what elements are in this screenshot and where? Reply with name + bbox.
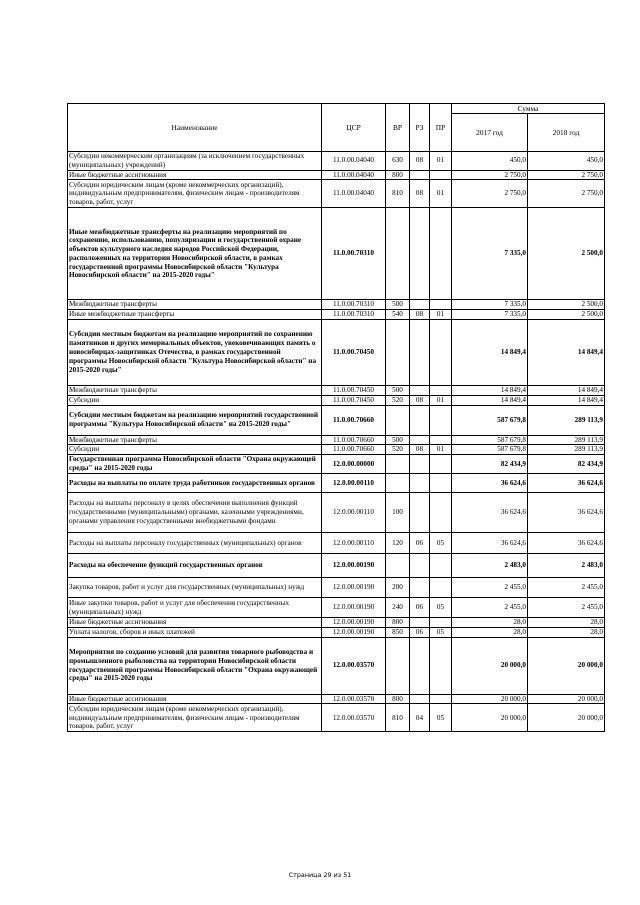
table-row	[68, 694, 605, 704]
cell-y2017: 7 335,0	[452, 310, 528, 320]
cell-y2017: 20 000,0	[452, 704, 528, 732]
table-row	[68, 208, 605, 300]
cell-y2018: 450,0	[528, 152, 605, 171]
table-row	[68, 405, 605, 435]
cell-vr	[386, 319, 410, 385]
header-pr: ПР	[430, 104, 452, 152]
cell-csr: 11.0.00.04040	[322, 152, 386, 171]
header-2017: 2017 год	[452, 114, 528, 152]
header-sum: Сумма	[452, 104, 605, 114]
cell-rz	[410, 208, 430, 300]
cell-y2017: 587 679,8	[452, 405, 528, 435]
cell-y2018: 2 750,0	[528, 180, 605, 208]
cell-vr: 800	[386, 694, 410, 704]
cell-name: Расходы на выплаты персоналу государственных (муниципальных) органов	[68, 533, 322, 554]
cell-pr	[430, 455, 452, 474]
cell-y2017: 20 000,0	[452, 694, 528, 704]
cell-y2017: 36 624,6	[452, 474, 528, 493]
cell-y2017: 36 624,6	[452, 533, 528, 554]
cell-y2017: 2 750,0	[452, 180, 528, 208]
table-row	[68, 152, 605, 171]
cell-y2017: 2 455,0	[452, 598, 528, 618]
cell-y2018: 36 624,6	[528, 474, 605, 493]
table-row	[68, 637, 605, 694]
header-csr: ЦСР	[322, 104, 386, 152]
cell-vr	[386, 637, 410, 694]
cell-y2018: 289 113,9	[528, 405, 605, 435]
table-row	[68, 385, 605, 395]
cell-rz: 08	[410, 445, 430, 455]
cell-csr: 12.0.00.00190	[322, 578, 386, 598]
cell-vr: 810	[386, 180, 410, 208]
cell-csr: 11.0.00.70310	[322, 208, 386, 300]
cell-rz: 08	[410, 152, 430, 171]
table-body	[68, 152, 605, 732]
cell-name: Уплата налогов, сборов и иных платежей	[68, 627, 322, 637]
cell-vr: 500	[386, 435, 410, 445]
cell-pr	[430, 493, 452, 533]
budget-table	[67, 103, 605, 732]
cell-vr: 500	[386, 300, 410, 310]
table-row	[68, 170, 605, 180]
cell-csr: 11.0.00.70450	[322, 319, 386, 385]
cell-rz: 08	[410, 310, 430, 320]
cell-name: Расходы на выплаты персоналу в целях обеспечения выполнения функций государственными (муниципальными) органами, казенными учреждениями, органами управления государственными внебюджетными фондами	[68, 493, 322, 533]
table-row	[68, 704, 605, 732]
table-row	[68, 310, 605, 320]
cell-name: Расходы на обеспечение функций государственных органов	[68, 554, 322, 578]
cell-csr: 11.0.00.70310	[322, 310, 386, 320]
cell-pr	[430, 319, 452, 385]
cell-pr	[430, 578, 452, 598]
cell-pr: 05	[430, 598, 452, 618]
cell-rz: 08	[410, 395, 430, 405]
cell-vr: 810	[386, 704, 410, 732]
cell-y2018: 2 500,0	[528, 208, 605, 300]
cell-name: Межбюджетные трансферты	[68, 435, 322, 445]
cell-name: Субсидии местным бюджетам на реализацию мероприятий государственной программы "Культура Новосибирской области" на 2015-2020 годы"	[68, 405, 322, 435]
cell-y2018: 2 500,0	[528, 300, 605, 310]
cell-y2018: 14 849,4	[528, 319, 605, 385]
table-row	[68, 618, 605, 628]
cell-csr: 12.0.00.00190	[322, 627, 386, 637]
cell-csr: 12.0.00.00000	[322, 455, 386, 474]
cell-name: Государственная программа Новосибирской области "Охрана окружающей среды" на 2015-2020 годы	[68, 455, 322, 474]
table-row	[68, 474, 605, 493]
cell-y2017: 2 455,0	[452, 578, 528, 598]
cell-vr: 520	[386, 395, 410, 405]
cell-pr	[430, 385, 452, 395]
cell-rz	[410, 637, 430, 694]
cell-rz	[410, 578, 430, 598]
cell-csr: 12.0.00.00190	[322, 598, 386, 618]
cell-y2017: 14 849,4	[452, 319, 528, 385]
cell-rz	[410, 170, 430, 180]
cell-csr: 12.0.00.03570	[322, 704, 386, 732]
cell-rz	[410, 319, 430, 385]
cell-name: Субсидии некоммерческим организациям (за исключением государственных (муниципальных) учреждений)	[68, 152, 322, 171]
cell-name: Иные бюджетные ассигнования	[68, 618, 322, 628]
cell-y2017: 7 335,0	[452, 208, 528, 300]
cell-pr	[430, 208, 452, 300]
cell-name: Межбюджетные трансферты	[68, 300, 322, 310]
header-2018: 2018 год	[528, 114, 605, 152]
table-row	[68, 445, 605, 455]
cell-name: Расходы на выплаты по оплате труда работников государственных органов	[68, 474, 322, 493]
cell-vr: 520	[386, 445, 410, 455]
cell-rz	[410, 405, 430, 435]
cell-y2017: 14 849,4	[452, 395, 528, 405]
cell-rz: 06	[410, 627, 430, 637]
cell-pr: 01	[430, 310, 452, 320]
cell-rz	[410, 493, 430, 533]
cell-y2017: 2 483,0	[452, 554, 528, 578]
cell-csr: 12.0.00.00190	[322, 554, 386, 578]
cell-pr	[430, 554, 452, 578]
cell-y2018: 289 113,9	[528, 435, 605, 445]
cell-pr	[430, 300, 452, 310]
cell-csr: 11.0.00.70660	[322, 435, 386, 445]
cell-y2018: 28,0	[528, 618, 605, 628]
cell-y2018: 14 849,4	[528, 395, 605, 405]
cell-y2018: 2 483,0	[528, 554, 605, 578]
cell-vr: 120	[386, 533, 410, 554]
cell-vr	[386, 554, 410, 578]
cell-vr: 100	[386, 493, 410, 533]
cell-vr: 800	[386, 170, 410, 180]
cell-name: Межбюджетные трансферты	[68, 385, 322, 395]
cell-csr: 11.0.00.04040	[322, 170, 386, 180]
cell-vr	[386, 455, 410, 474]
cell-csr: 12.0.00.00110	[322, 493, 386, 533]
cell-pr: 01	[430, 395, 452, 405]
table-row	[68, 435, 605, 445]
table-row	[68, 627, 605, 637]
cell-y2017: 20 000,0	[452, 637, 528, 694]
table-row	[68, 455, 605, 474]
cell-name: Иные бюджетные ассигнования	[68, 170, 322, 180]
cell-pr	[430, 435, 452, 445]
cell-pr: 01	[430, 445, 452, 455]
cell-y2018: 20 000,0	[528, 704, 605, 732]
cell-y2018: 20 000,0	[528, 637, 605, 694]
cell-csr: 12.0.00.00110	[322, 474, 386, 493]
cell-y2018: 14 849,4	[528, 385, 605, 395]
cell-rz: 04	[410, 704, 430, 732]
cell-y2018: 28,0	[528, 627, 605, 637]
cell-rz	[410, 474, 430, 493]
cell-name: Субсидии	[68, 395, 322, 405]
cell-vr	[386, 405, 410, 435]
cell-vr: 630	[386, 152, 410, 171]
cell-csr: 11.0.00.70660	[322, 445, 386, 455]
cell-csr: 12.0.00.00190	[322, 618, 386, 628]
cell-rz: 06	[410, 533, 430, 554]
table-row	[68, 180, 605, 208]
cell-csr: 11.0.00.70450	[322, 385, 386, 395]
cell-csr: 11.0.00.04040	[322, 180, 386, 208]
cell-name: Субсидии юридическим лицам (кроме некоммерческих организаций), индивидуальным предпринимателям, физическим лицам - производителям товаров, работ, услуг	[68, 180, 322, 208]
cell-name: Иные закупки товаров, работ и услуг для обеспечения государственных (муниципальных) нужд	[68, 598, 322, 618]
cell-name: Иные межбюджетные трансферты на реализацию мероприятий по сохранению, использованию, популяризации и государственной охране объектов культурного наследия народов Российской Федерации, расположенных на территории Новосибирской области, в рамках государственной программы Новосибирской области "Культура Новосибирской области" на 2015-2020 годы"	[68, 208, 322, 300]
cell-rz	[410, 455, 430, 474]
cell-y2018: 2 750,0	[528, 170, 605, 180]
cell-vr: 200	[386, 578, 410, 598]
cell-y2017: 28,0	[452, 627, 528, 637]
cell-name: Субсидии местным бюджетам на реализацию мероприятий по сохранению памятников и других мемориальных объектов, увековечивающих память о новосибирцах-защитниках Отечества, в рамках государственной программы Новосибирской области "Культура Новосибирской области" на 2015-2020 годы"	[68, 319, 322, 385]
cell-csr: 11.0.00.70450	[322, 395, 386, 405]
cell-pr	[430, 170, 452, 180]
cell-name: Иные бюджетные ассигнования	[68, 694, 322, 704]
cell-y2017: 2 750,0	[452, 170, 528, 180]
cell-pr	[430, 405, 452, 435]
cell-name: Субсидии юридическим лицам (кроме некоммерческих организаций), индивидуальным предпринимателям, физическим лицам - производителям товаров, работ, услуг	[68, 704, 322, 732]
cell-vr: 540	[386, 310, 410, 320]
cell-pr: 05	[430, 533, 452, 554]
cell-y2018: 36 624,6	[528, 493, 605, 533]
cell-pr	[430, 474, 452, 493]
cell-rz	[410, 618, 430, 628]
table-row	[68, 598, 605, 618]
cell-y2017: 587 679,8	[452, 435, 528, 445]
cell-name: Мероприятия по созданию условий для развития товарного рыбоводства и промышленного рыболовства на территории Новосибирской области государственной программы Новосибирской области "Охрана окружающей среды" на 2015-2020 годы	[68, 637, 322, 694]
page-number: Страница 29 из 51	[288, 871, 352, 879]
cell-name: Иные межбюджетные трансферты	[68, 310, 322, 320]
table-row	[68, 300, 605, 310]
cell-csr: 12.0.00.03570	[322, 637, 386, 694]
cell-pr	[430, 618, 452, 628]
cell-rz	[410, 435, 430, 445]
cell-rz	[410, 554, 430, 578]
cell-vr: 240	[386, 598, 410, 618]
cell-y2017: 28,0	[452, 618, 528, 628]
cell-y2018: 20 000,0	[528, 694, 605, 704]
table-row	[68, 395, 605, 405]
header-name: Наименование	[68, 104, 322, 152]
cell-pr: 01	[430, 180, 452, 208]
header-vr: ВР	[386, 104, 410, 152]
cell-pr: 05	[430, 627, 452, 637]
cell-y2018: 2 455,0	[528, 598, 605, 618]
cell-rz	[410, 385, 430, 395]
table-row	[68, 578, 605, 598]
cell-y2018: 82 434,9	[528, 455, 605, 474]
cell-rz	[410, 694, 430, 704]
cell-csr: 12.0.00.00110	[322, 533, 386, 554]
cell-pr	[430, 694, 452, 704]
cell-vr: 850	[386, 627, 410, 637]
cell-pr: 01	[430, 152, 452, 171]
table-row	[68, 554, 605, 578]
cell-csr: 11.0.00.70310	[322, 300, 386, 310]
cell-csr: 12.0.00.03570	[322, 694, 386, 704]
table-row	[68, 493, 605, 533]
table-row	[68, 319, 605, 385]
cell-y2017: 14 849,4	[452, 385, 528, 395]
cell-pr: 05	[430, 704, 452, 732]
cell-rz: 06	[410, 598, 430, 618]
cell-y2018: 2 455,0	[528, 578, 605, 598]
cell-vr	[386, 208, 410, 300]
cell-y2018: 2 500,0	[528, 310, 605, 320]
cell-csr: 11.0.00.70660	[322, 405, 386, 435]
table-row	[68, 533, 605, 554]
cell-y2017: 587 679,8	[452, 445, 528, 455]
cell-rz: 08	[410, 180, 430, 208]
cell-rz	[410, 300, 430, 310]
cell-y2018: 36 624,6	[528, 533, 605, 554]
cell-vr: 500	[386, 385, 410, 395]
cell-y2017: 450,0	[452, 152, 528, 171]
cell-vr	[386, 474, 410, 493]
cell-pr	[430, 637, 452, 694]
cell-name: Закупка товаров, работ и услуг для государственных (муниципальных) нужд	[68, 578, 322, 598]
cell-y2017: 82 434,9	[452, 455, 528, 474]
cell-y2017: 7 335,0	[452, 300, 528, 310]
cell-vr: 800	[386, 618, 410, 628]
cell-y2018: 289 113,9	[528, 445, 605, 455]
header-rz: РЗ	[410, 104, 430, 152]
cell-name: Субсидии	[68, 445, 322, 455]
cell-y2017: 36 624,6	[452, 493, 528, 533]
